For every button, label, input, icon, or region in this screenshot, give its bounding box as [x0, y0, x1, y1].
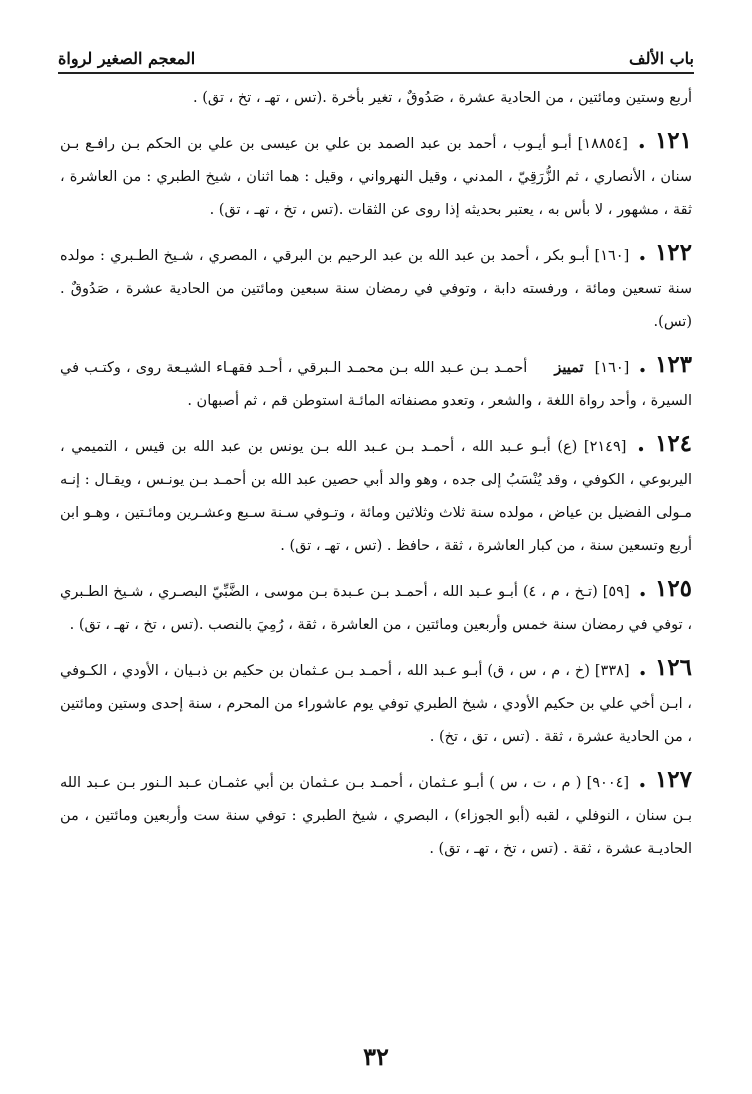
- chapter-title: باب الألف: [629, 49, 694, 68]
- entry-127: [60, 763, 692, 866]
- entry-122: [60, 236, 692, 339]
- entry-number: ١٢٢ .: [638, 239, 693, 266]
- entry-text: أربع وستين ومائتين ، من الحادية عشرة ، صَدُوقٌ ، تغير بأخرة .(تس ، تهـ ، تخ ، تق) .: [192, 90, 692, 106]
- entry-number: ١٢٦ .: [638, 654, 693, 681]
- page-body: [60, 82, 692, 875]
- entry-text: [٩٠٠٤] ( م ، ت ، س ) أبـو عـثمان ، أحمـد بـن عـثمان بن أبي عثمـان عـبد الـنور بـن عـبد الله بـن سنان ، النوفلي ، لقبه (أبو الجوزاء) ، البصري ، شيخ الطبري : توفي سنة ست وأربعين ومائتين ، من الحاديـة عشرة ، ثقة . (تس ، تخ ، تهـ ، تق) .: [60, 775, 692, 857]
- entry-text: [١٨٨٥٤] أبـو أيـوب ، أحمد بن عبد الصمد بن علي بن عيسى بن علي بن الحكم بـن رافـع بـن سنان ، الأنصاري ، ثم الزُّرَقِيّ ، المدني ، وقيل النهرواني ، وقيل : هما اثنان ، شيخ الطبري : من العاشرة ، ثقة ، مشهور ، لا بأس به ، يعتبر بحديثه إذا روى عن الثقات .(تس ، تخ ، تهـ ، تق) .: [60, 136, 692, 218]
- entry-126: [60, 651, 692, 754]
- entry-text: [٣٣٨] (خ ، م ، س ، ق) أبـو عـبد الله ، أحمـد بـن عـثمان بن حكيم بن ذبـيان ، الأودي ، الكـوفي ، ابـن أخي علي بن حكيم الأودي ، شيخ الطبري توفي يوم عاشوراء من المحرم ، سنة إحدى وستين ومائتين ، من الحادية عشرة ، ثقة . (تس ، تق ، تخ) .: [60, 663, 692, 745]
- entry-125: [60, 572, 692, 642]
- entry-number: ١٢٣ .: [638, 351, 693, 378]
- entry-number: ١٢١ .: [637, 127, 692, 154]
- entry-text: [٥٩] (تـخ ، م ، ٤) أبـو عـبد الله ، أحمـد بـن عـبدة بـن موسى ، الضَّبِّيّ البصـري ، شـيخ الطـبري ، توفي في رمضان سنة خمس وأربعين ومائتين ، من العاشرة ، ثقة ، رُمِيَ بالنصب .(تس ، تخ ، تهـ ، تق) .: [60, 584, 692, 633]
- page-number: ٣٢: [363, 1042, 389, 1071]
- entry-text: [٢١٤٩] (ع) أبـو عـبد الله ، أحمـد بـن عـبد الله بـن يونس بن عبد الله بن قيس ، التميمي ، اليربوعي ، الكوفي ، وقد يُنْسَبُ إلى جده ، وهو والد أبي حصين عبد الله بن أحمـد بـن يونـس ، ويقـال : إنـه مـولى الفضيل بن عياض ، مولده سنة ثلاث وثلاثين ومائة ، وتـوفي سـنة سـبع وعشـرين ومائـتين ، وهـو ابن أربع وتسعين سنة ، من كبار العاشرة ، ثقة ، حافظ . (تس ، تهـ ، تق) .: [60, 439, 692, 554]
- tamyeez-label: تمييز: [554, 359, 584, 376]
- entry-text: أحمـد بـن عـبد الله بـن محمـد الـبرقي ، أحـد فقهـاء الشيـعة روى ، وكتـب في السيرة ، وأحد رواة اللغة ، والشعر ، وتعدو مصنفاته المائـة استوطن قم ، ثم أصبهان .: [60, 360, 692, 409]
- entry-number: ١٢٤ .: [636, 430, 693, 457]
- entry-123: [60, 348, 692, 418]
- book-title: المعجم الصغير لرواة: [58, 49, 196, 68]
- entry-continuation: [60, 82, 692, 115]
- entry-number: ١٢٧ .: [638, 766, 692, 793]
- entry-121: [60, 124, 692, 227]
- entry-ref: [١٦٠]: [594, 360, 630, 376]
- entry-text: [١٦٠] أبـو بكر ، أحمد بن عبد الله بن عبد الرحيم بن البرقي ، المصري ، شـيخ الطـبري : مولده سنة تسعين ومائة ، ورفسته دابة ، وتوفي في رمضان سنة سبعين ومائتين من الحادية عشرة ، صَدُوقٌ . (تس).: [60, 248, 692, 330]
- entry-124: [60, 427, 692, 563]
- running-header: [58, 34, 694, 74]
- entry-number: ١٢٥ .: [638, 575, 693, 602]
